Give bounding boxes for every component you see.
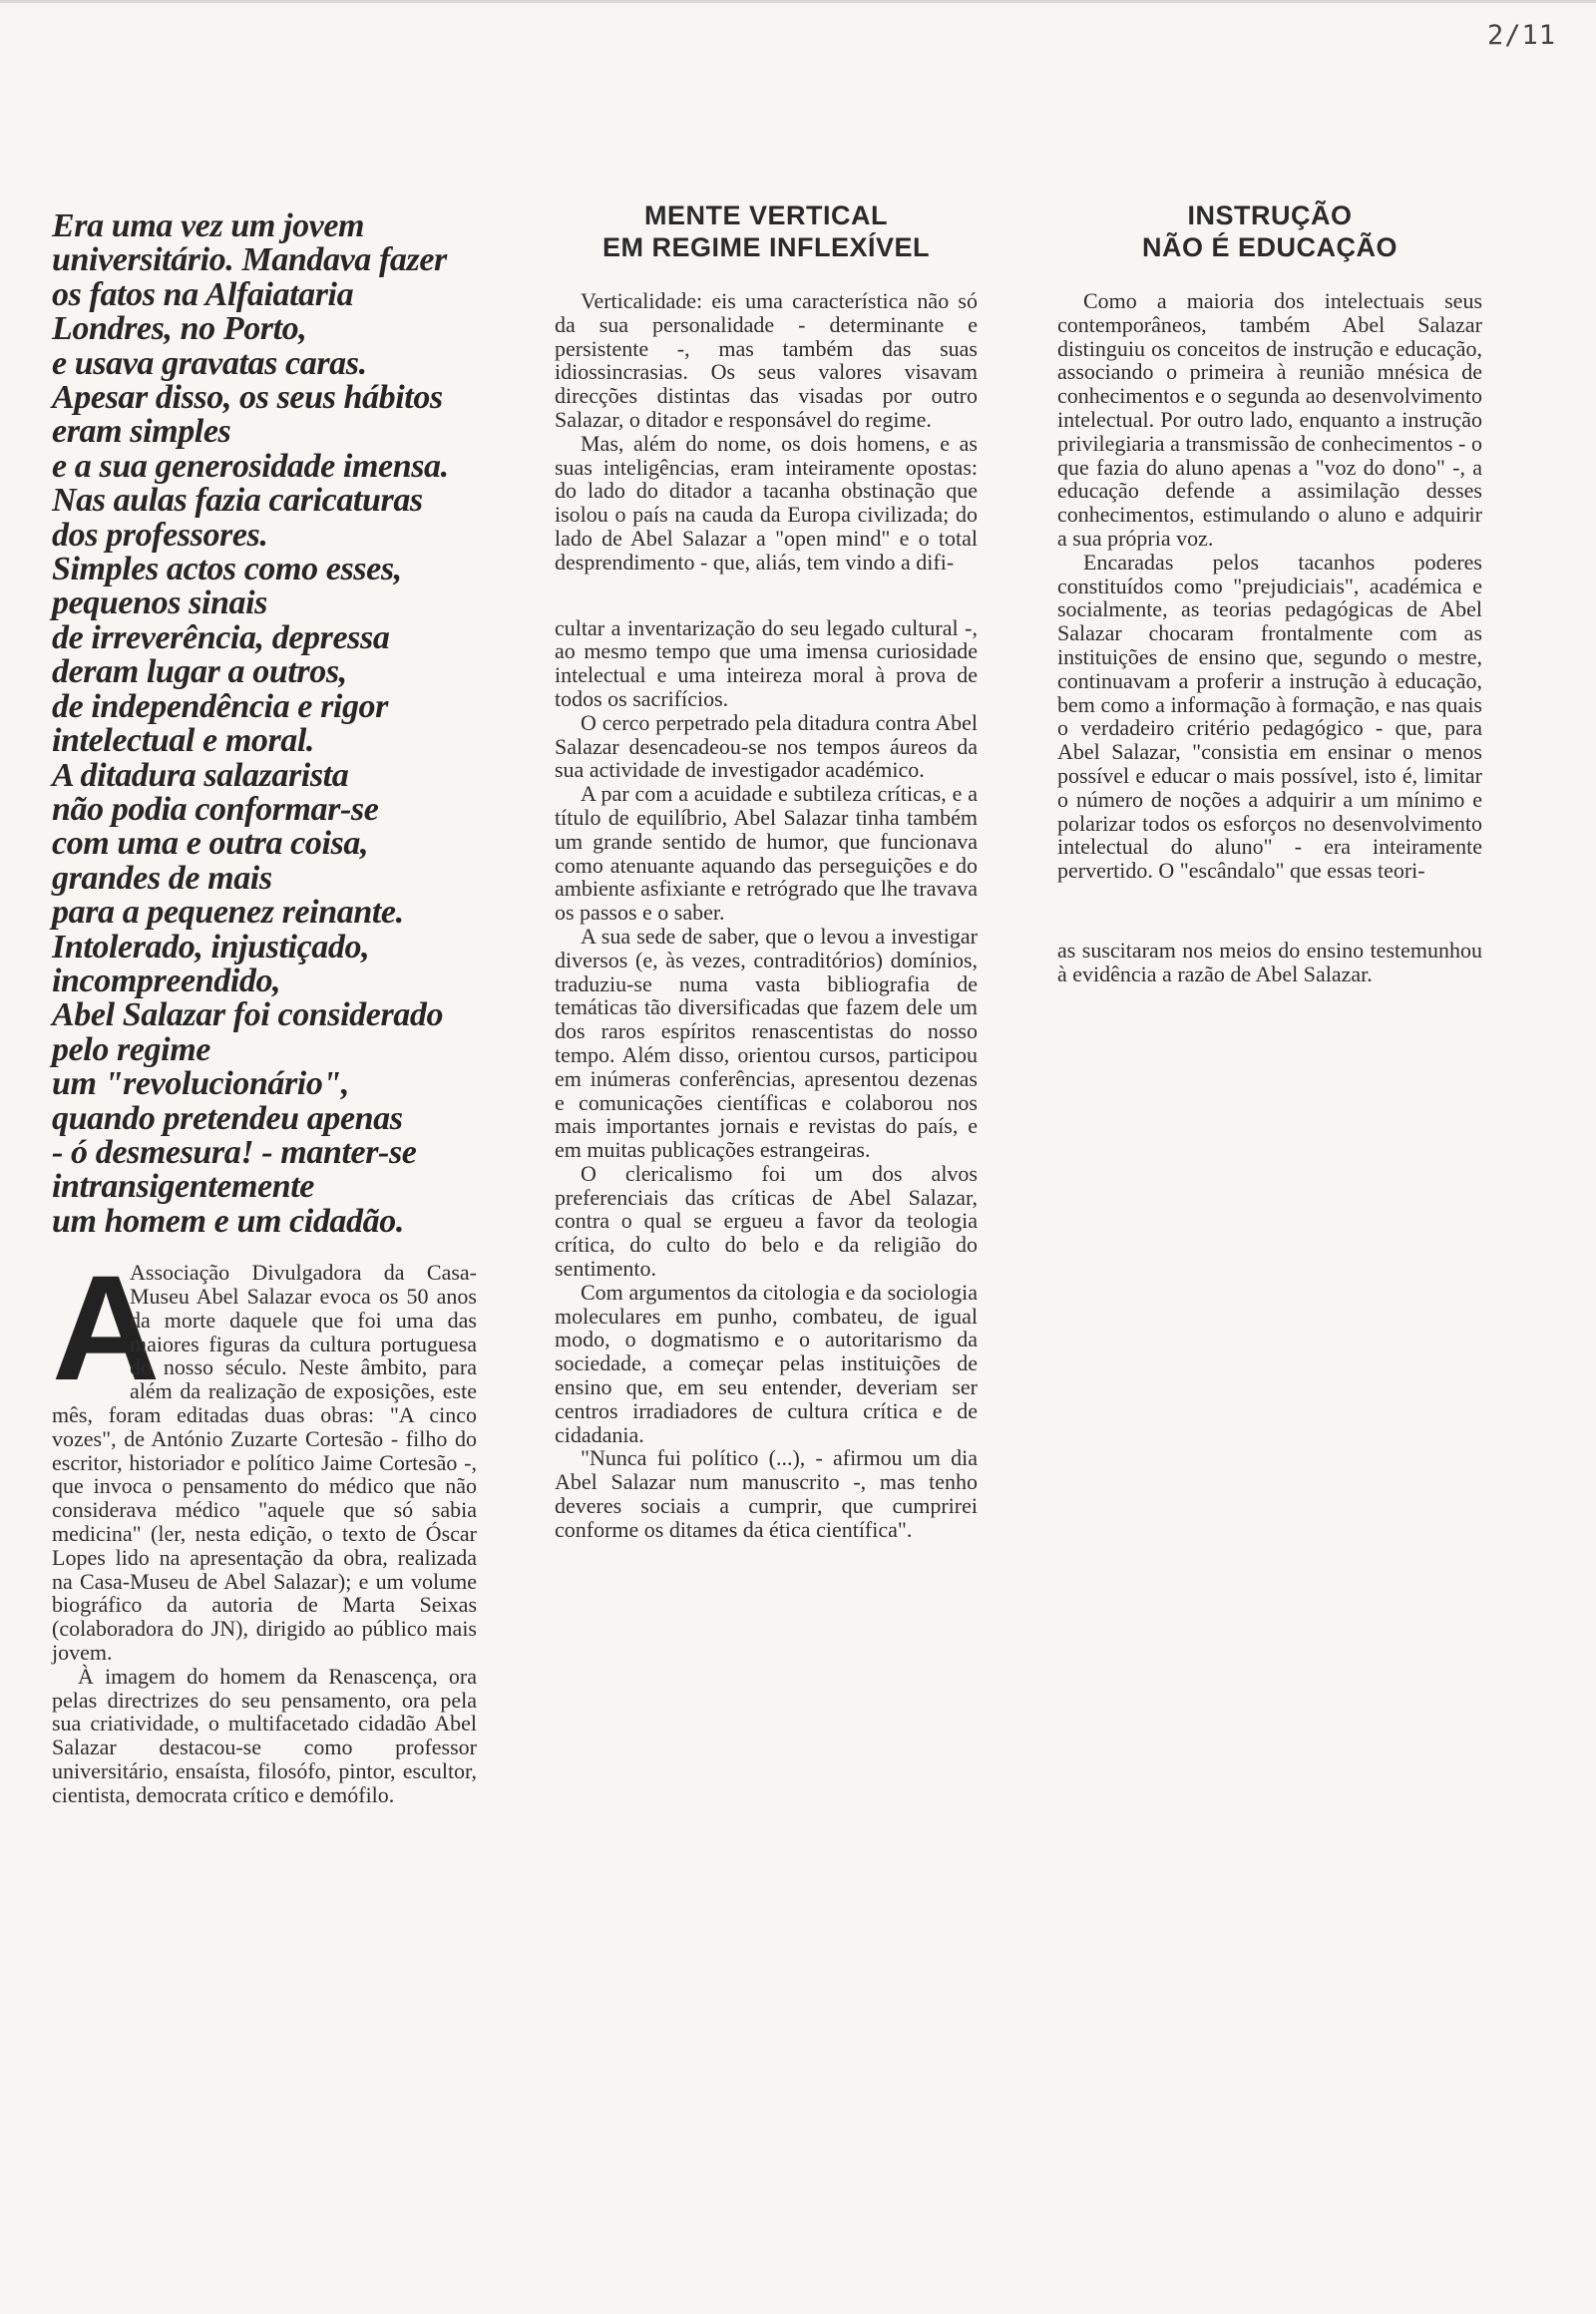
intro-lead: [52, 209, 477, 1239]
association-article: [52, 1244, 477, 1807]
page-top-rule: [0, 0, 1596, 3]
paragraph: Mas, além do nome, os dois homens, e as suas inteligências, eram inteiramente opostas: do lado do ditador a tacanha obstinação que isolou o país na cauda da Europa civilizada; do lado de Abel Salazar a "open mind" e o total desprendimento - que, aliás, tem vindo a difi-: [555, 430, 978, 575]
headline-line: NÃO É EDUCAÇÃO: [1141, 232, 1397, 262]
intro-line: de irreverência, depressa: [52, 618, 390, 656]
intro-line: pelo regime: [52, 1030, 210, 1068]
paragraph: "Nunca fui político (...), - afirmou um dia Abel Salazar num manuscrito -, mas tenho deveres sociais a cumprir, que cumprirei conforme os ditames da ética científica".: [555, 1445, 978, 1542]
intro-line: de independência e rigor: [52, 687, 388, 725]
intro-line: intransigentemente: [52, 1168, 314, 1206]
intro-line: eram simples: [52, 413, 231, 451]
intro-line: dos professores.: [52, 516, 268, 554]
intro-line: pequenos sinais: [52, 584, 267, 622]
intro-line: Simples actos como esses,: [52, 551, 402, 588]
intro-line: Apesar disso, os seus hábitos: [52, 379, 443, 417]
article-body-part1: [1057, 289, 1482, 883]
intro-line: para a pequenez reinante.: [52, 894, 404, 932]
intro-line: um "revolucionário",: [52, 1065, 350, 1103]
intro-line: com uma e outra coisa,: [52, 825, 369, 863]
intro-line: grandes de mais: [52, 859, 272, 897]
paragraph: Verticalidade: eis uma característica não só da sua personalidade - determinante e persistente -, mas também das suas idiossincrasias. Os seus valores visavam direcções distintas das visadas por outro Salazar, o ditador e responsável do regime.: [555, 288, 978, 432]
column-middle: [555, 199, 978, 1542]
intro-line: Nas aulas fazia caricaturas: [52, 482, 423, 520]
intro-line: A ditadura salazarista: [52, 756, 349, 794]
paragraph: Com argumentos da citologia e da sociologia moleculares em punho, combateu, de igual modo, o dogmatismo e o autoritarismo da sociedade, a começar pelas instituições de ensino que, em seu entender, deveriam ser centros irradiadores de cultura crítica e de cidadania.: [555, 1279, 978, 1447]
column-right: [1057, 199, 1482, 986]
paragraph: A par com a acuidade e subtileza críticas, e a título de equilíbrio, Abel Salazar tinha também um grande sentido de humor, que funcionava como atenuante aquando das perseguições e do ambiente asfixiante e retrógrado que lhe travava os passos e o saber.: [555, 781, 978, 926]
intro-line: e usava gravatas caras.: [52, 344, 367, 382]
paragraph: O cerco perpetrado pela ditadura contra Abel Salazar desencadeou-se nos tempos áureos da sua actividade de investigador académico.: [555, 709, 978, 783]
intro-line: incompreendido,: [52, 962, 281, 999]
drop-cap: A: [52, 1244, 161, 1412]
article-body-part1: [555, 289, 978, 575]
paragraph: À imagem do homem da Renascença, ora pelas directrizes do seu pensamento, ora pela sua criatividade, o multifacetado cidadão Abel Salazar destacou-se como professor universitário, ensaísta, filosófo, pintor, escultor, cientista, democrata crítico e demófilo.: [52, 1663, 477, 1807]
intro-line: quando pretendeu apenas: [52, 1099, 403, 1137]
intro-line: intelectual e moral.: [52, 722, 315, 760]
intro-line: não podia conformar-se: [52, 790, 379, 828]
intro-line: universitário. Mandava fazer: [52, 241, 447, 279]
column-left: [52, 209, 477, 1807]
article-body-part2: [555, 616, 978, 1542]
paragraph: Encaradas pelos tacanhos poderes constituídos como "prejudiciais", académica e socialmente, as teorias pedagógicas de Abel Salazar chocaram frontalmente com as instituições de ensino que, segundo o mestre, continuavam a proferir a instrução à educação, bem como a informação à formação, e nas quais o verdadeiro critério pedagógico - que, para Abel Salazar, "consistia em ensinar o menos possível e educar o mais possível, isto é, limitar o número de noções a adquirir a um mínimo e polarizar todos os esforços no desenvolvimento intelectual do aluno" - era inteiramente pervertido. O "escândalo" que essas teori-: [1057, 549, 1482, 884]
intro-line: Abel Salazar foi considerado: [52, 996, 444, 1034]
article-body-part2: [1057, 939, 1482, 986]
paragraph: A sua sede de saber, que o levou a investigar diversos (e, às vezes, contraditórios) domínios, traduziu-se numa vasta bibliografia de temáticas tão diversificadas que fazem dele um dos raros espíritos renascentistas do nosso tempo. Além disso, orientou cursos, participou em inúmeras conferências, apresentou dezenas e comunicações científicas e colaborou nos mais importantes jornais e revistas do país, e em muitas publicações estrangeiras.: [555, 923, 978, 1163]
section-headline-mente-vertical: [555, 199, 978, 263]
headline-line: INSTRUÇÃO: [1187, 200, 1353, 230]
intro-line: Era uma vez um jovem: [52, 207, 365, 244]
intro-line: e a sua generosidade imensa.: [52, 447, 449, 485]
paragraph: cultar a inventarização do seu legado cultural -, ao mesmo tempo que uma imensa curiosidade intelectual e uma inteireza moral à prova de todos os sacrifícios.: [555, 614, 978, 711]
paragraph: O clericalismo foi um dos alvos preferenciais das críticas de Abel Salazar, contra o qual se ergueu a favor da teologia crítica, do culto do belo e da religião do sentimento.: [555, 1160, 978, 1282]
page-number: 2/11: [1486, 20, 1556, 51]
intro-line: deram lugar a outros,: [52, 653, 347, 691]
intro-line: Londres, no Porto,: [52, 310, 307, 348]
intro-line: - ó desmesura! - manter-se: [52, 1133, 417, 1171]
headline-line: MENTE VERTICAL: [643, 200, 888, 230]
paragraph: Como a maioria dos intelectuais seus contemporâneos, também Abel Salazar distinguiu os conceitos de instrução e educação, associando o primeira à reunião mnésica de conhecimentos e o segunda ao desenvolvimento intelectual. Por outro lado, enquanto a instrução privilegiaria a transmissão de conhecimentos - o que fazia do aluno apenas a "voz do dono" -, a educação defende a assimilação desses conhecimentos, estimulando o aluno e adquirir a sua própria voz.: [1057, 288, 1482, 551]
paragraph: as suscitaram nos meios do ensino testemunhou à evidência a razão de Abel Salazar.: [1057, 937, 1482, 986]
intro-line: os fatos na Alfaiataria: [52, 275, 354, 313]
paragraph: Associação Divulgadora da Casa-Museu Abel Salazar evoca os 50 anos da morte daquele que foi uma das maiores figuras da cultura portuguesa do nosso século. Neste âmbito, para além da realização de exposições, este mês, foram editadas duas obras: "A cinco vozes", de António Zuzarte Cortesão - filho do escritor, historiador e político Jaime Cortesão -, que invoca o pensamento do médico que não considerava médico "aquele que só sabia medicina" (ler, nesta edição, o texto de Óscar Lopes lido na apresentação da obra, realizada na Casa-Museu de Abel Salazar); e um volume biográfico da autoria de Marta Seixas (colaboradora do JN), dirigido ao público mais jovem.: [52, 1260, 477, 1665]
section-headline-instrucao: [1057, 199, 1482, 263]
intro-line: Intolerado, injustiçado,: [52, 928, 370, 965]
intro-line: um homem e um cidadão.: [52, 1202, 404, 1240]
headline-line: EM REGIME INFLEXÍVEL: [601, 232, 931, 262]
